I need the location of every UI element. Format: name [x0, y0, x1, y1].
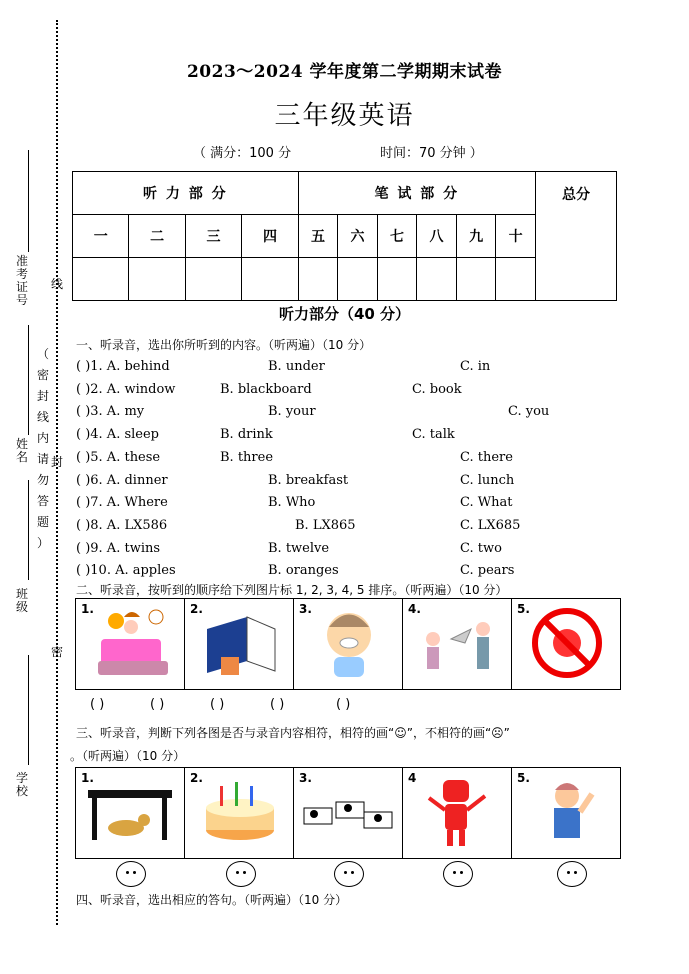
seal-note — [36, 348, 50, 558]
vertical-char: 勿 — [36, 473, 49, 487]
question-option-a: ( )4. A. sleep — [76, 427, 160, 443]
vertical-char: 证 — [15, 280, 28, 294]
picture-cell — [76, 599, 185, 690]
vertical-char: 封 — [36, 389, 49, 403]
picture-number: 5. — [517, 771, 530, 785]
answer-face-icon[interactable] — [226, 861, 256, 887]
question-option-c: C. book — [412, 381, 462, 397]
question-option-c: C. two — [460, 540, 502, 556]
picture-number: 2. — [190, 602, 203, 616]
school-underline — [28, 655, 29, 765]
question-option-b: B. under — [268, 359, 325, 374]
vertical-char: 题 — [36, 515, 49, 529]
class-underline — [28, 480, 29, 580]
part4-heading: 四、听录音，选出相应的答句。（听两遍）（10 分） — [76, 893, 348, 907]
robot-picture — [403, 768, 511, 854]
answer-bracket[interactable]: ( ) — [336, 697, 351, 712]
score-column-header: 十 — [496, 215, 536, 258]
question-option-c: C. lunch — [460, 472, 515, 488]
vertical-char: （ — [36, 347, 49, 361]
question-option-b: B. breakfast — [268, 472, 349, 488]
score-column-header: 六 — [338, 215, 378, 258]
picture-number: 2. — [190, 771, 203, 785]
seal-mark: 封 — [50, 455, 63, 469]
question-option-a: ( )9. A. twins — [76, 540, 161, 556]
question-option-a: ( )1. A. behind — [76, 359, 170, 374]
vertical-char: 级 — [15, 600, 28, 614]
vertical-char: 班 — [15, 587, 28, 601]
binding-dotted-line — [56, 20, 58, 925]
question-option-b: B. Who — [268, 495, 316, 511]
question-option-a: ( )10. A. apples — [76, 563, 176, 579]
score-column-header: 八 — [417, 215, 457, 258]
score-cell[interactable] — [129, 258, 185, 301]
score-column-header: 三 — [185, 215, 241, 258]
writing-header: 笔 试 部 分 — [298, 172, 535, 215]
score-cell[interactable] — [298, 258, 338, 301]
line-mark: 线 — [50, 277, 63, 291]
question-option-c: C. What — [460, 495, 513, 511]
score-column-header: 七 — [377, 215, 417, 258]
question-option-a: ( )2. A. window — [76, 381, 176, 397]
question-option-a: ( )6. A. dinner — [76, 472, 168, 488]
answer-face-icon[interactable] — [116, 861, 146, 887]
vertical-char: 校 — [15, 784, 28, 798]
question-option-c: C. pears — [460, 563, 515, 579]
score-cell[interactable] — [185, 258, 241, 301]
mi-mark: 密 — [50, 645, 63, 659]
answer-face-icon[interactable] — [334, 861, 364, 887]
answer-bracket[interactable]: ( ) — [210, 697, 225, 712]
score-cell[interactable] — [242, 258, 298, 301]
part3-heading-line2: 。（听两遍）（10 分） — [70, 749, 186, 763]
score-column-header: 二 — [129, 215, 185, 258]
question-option-c: C. talk — [412, 427, 455, 443]
score-column-header: 四 — [242, 215, 298, 258]
picture-cell — [294, 768, 403, 859]
score-cell[interactable] — [377, 258, 417, 301]
vertical-char: 请 — [36, 452, 49, 466]
picture-number: 1. — [81, 771, 94, 785]
exam-subtitle: 三年级英语 — [274, 101, 415, 131]
score-column-header: 一 — [73, 215, 129, 258]
listening-header: 听 力 部 分 — [73, 172, 299, 215]
vertical-char: 准 — [15, 254, 28, 268]
question-option-b: B. LX865 — [295, 517, 356, 533]
question-option-a: ( )7. A. Where — [76, 495, 168, 511]
score-table — [72, 171, 617, 301]
exam-title: 2023～2024 学年度第二学期期末试卷 — [186, 62, 503, 82]
picture-cell — [403, 768, 512, 859]
total-header: 总分 — [536, 172, 617, 301]
picture-cell — [76, 768, 185, 859]
picture-cell — [512, 599, 621, 690]
question-option-b: B. your — [268, 404, 316, 420]
part1-heading: 一、听录音，选出你所听到的内容。（听两遍）（10 分） — [76, 338, 372, 352]
vertical-char: ） — [36, 536, 49, 550]
picture-cell — [403, 599, 512, 690]
answer-face-icon[interactable] — [557, 861, 587, 887]
name-label — [15, 438, 29, 464]
picture-cell — [294, 599, 403, 690]
picture-cell — [185, 768, 294, 859]
question-option-c: C. LX685 — [460, 517, 521, 533]
score-cell[interactable] — [496, 258, 536, 301]
question-option-a: ( )3. A. my — [76, 404, 145, 420]
part2-picture-table — [75, 598, 621, 690]
score-cell[interactable] — [456, 258, 496, 301]
question-option-c: C. you — [508, 404, 550, 420]
name-underline — [28, 325, 29, 435]
question-option-b: B. blackboard — [220, 381, 312, 397]
picture-number: 4. — [408, 602, 421, 616]
answer-bracket[interactable]: ( ) — [90, 697, 105, 712]
score-cell[interactable] — [417, 258, 457, 301]
part3-picture-table — [75, 767, 621, 859]
part3-heading-line1: 三、听录音，判断下列各图是否与录音内容相符，相符的画“☺”，不相符的画“☹” — [76, 726, 510, 740]
question-option-a: ( )5. A. these — [76, 449, 161, 465]
picture-number: 5. — [517, 602, 530, 616]
answer-bracket[interactable]: ( ) — [270, 697, 285, 712]
question-option-c: C. there — [460, 449, 513, 465]
picture-number: 1. — [81, 602, 94, 616]
question-option-a: ( )8. A. LX586 — [76, 517, 168, 533]
score-cell[interactable] — [338, 258, 378, 301]
exam-time: 时间：70 分钟 ） — [380, 146, 483, 161]
picture-number: 3. — [299, 771, 312, 785]
question-option-b: B. twelve — [268, 540, 330, 556]
answer-bracket[interactable]: ( ) — [150, 697, 165, 712]
vertical-char: 姓 — [15, 437, 28, 451]
picture-cell — [185, 599, 294, 690]
vertical-char: 密 — [36, 368, 49, 382]
school-label — [15, 772, 29, 798]
vertical-char: 内 — [36, 431, 49, 445]
score-column-header: 五 — [298, 215, 338, 258]
answer-face-icon[interactable] — [443, 861, 473, 887]
vertical-char: 学 — [15, 771, 28, 785]
vertical-char: 答 — [36, 494, 49, 508]
part2-heading: 二、听录音，按听到的顺序给下列图片标 1, 2, 3, 4, 5 排序。（听两遍）（10 分） — [76, 583, 508, 597]
question-option-c: C. in — [460, 359, 491, 374]
picture-cell — [512, 768, 621, 859]
vertical-char: 号 — [15, 293, 28, 307]
question-option-b: B. three — [220, 449, 274, 465]
picture-number: 3. — [299, 602, 312, 616]
picture-number: 4 — [408, 771, 417, 785]
vertical-char: 名 — [15, 450, 28, 464]
full-score: （ 满分：100 分 — [193, 146, 292, 161]
question-option-b: B. oranges — [268, 563, 339, 579]
exam-no-label — [15, 255, 29, 307]
score-column-header: 九 — [456, 215, 496, 258]
question-option-b: B. drink — [220, 427, 273, 443]
vertical-char: 考 — [15, 267, 28, 281]
exam-no-underline — [28, 150, 29, 252]
listening-section-title: 听力部分（40 分） — [278, 305, 411, 323]
vertical-char: 线 — [36, 410, 49, 424]
score-cell[interactable] — [73, 258, 129, 301]
class-label — [15, 588, 29, 614]
